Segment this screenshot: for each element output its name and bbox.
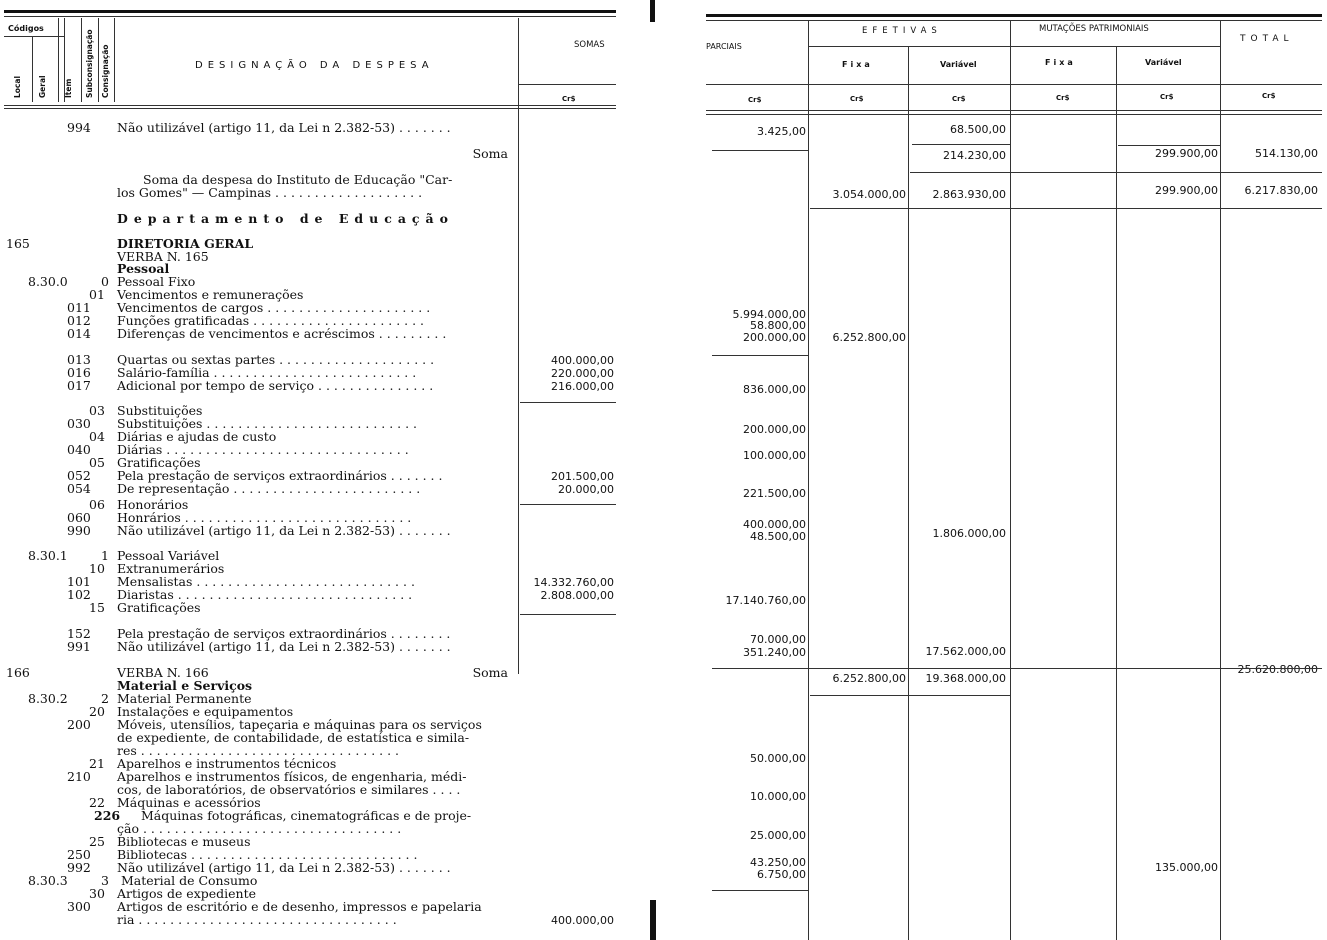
parciais-heading: PARCIAIS: [706, 42, 742, 51]
soma-label: Soma: [472, 665, 508, 680]
expense-designation: Diárias . . . . . . . . . . . . . . . . . . . . . . . . . . . . . . .: [117, 442, 409, 457]
fixa-mutacoes-heading: Fixa: [1045, 58, 1076, 67]
mutacoes-heading: MUTAÇÕES PATRIMONIAIS: [1039, 24, 1149, 34]
expense-designation: Gratificações: [117, 600, 201, 615]
expense-code: 15: [89, 600, 105, 615]
expense-designation: Diárias e ajudas de custo: [117, 429, 277, 444]
expense-code: 990: [67, 523, 91, 538]
right-section-rule: [712, 150, 808, 151]
parciais-value: 58.800,00: [750, 319, 806, 332]
expense-code: 166: [6, 665, 30, 680]
parciais-value: 221.500,00: [743, 487, 806, 500]
expense-designation: Bibliotecas e museus: [117, 834, 251, 849]
parciais-value: 351.240,00: [743, 646, 806, 659]
expense-designation: ria . . . . . . . . . . . . . . . . . . . . . . . . . . . . . . . . .: [117, 912, 397, 927]
expense-code: 101: [67, 574, 91, 589]
efetivas-divider: [908, 46, 909, 940]
right-section-rule: [712, 668, 1322, 669]
expense-designation: Artigos de expediente: [117, 886, 257, 901]
expense-code: 03: [89, 403, 105, 418]
expense-designation: Funções gratificadas . . . . . . . . . . . . . . . . . . . . . .: [117, 313, 425, 328]
expense-code: 200: [67, 717, 91, 732]
somas-value: 20.000,00: [558, 483, 614, 496]
fixa-efetivas-value: 3.054.000,00: [832, 188, 906, 201]
expense-designation: Honrários . . . . . . . . . . . . . . . . . . . . . . . . . . . . .: [117, 510, 412, 525]
fixa-mutacoes-unit: Cr$: [1056, 94, 1070, 102]
expense-designation: Não utilizável (artigo 11, da Lei n 2.382-53) . . . . . . .: [117, 860, 451, 875]
parciais-value: 6.750,00: [757, 868, 806, 881]
expense-designation: Material de Consumo: [121, 873, 258, 888]
expense-designation: res . . . . . . . . . . . . . . . . . . . . . . . . . . . . . . . . .: [117, 743, 400, 758]
expense-designation: Não utilizável (artigo 11, da Lei n 2.382-53) . . . . . . .: [117, 523, 451, 538]
expense-code: 300: [67, 899, 91, 914]
expense-code: 10: [89, 561, 105, 576]
expense-designation: Mensalistas . . . . . . . . . . . . . . . . . . . . . . . . . . . .: [117, 574, 415, 589]
expense-code: 30: [89, 886, 105, 901]
code-col-divider: [81, 18, 82, 102]
expense-code: 01: [89, 287, 105, 302]
somas-value: 216.000,00: [551, 380, 614, 393]
parciais-value: 200.000,00: [743, 331, 806, 344]
codigos-label: Códigos: [8, 24, 44, 33]
expense-code: 991: [67, 639, 91, 654]
expense-code: 011: [67, 300, 91, 315]
expense-subcode: 1: [101, 548, 109, 563]
expense-designation: Gratificações: [117, 455, 201, 470]
total-value: 514.130,00: [1255, 147, 1318, 160]
right-section-rule: [912, 144, 1010, 145]
right-section-rule: [1118, 145, 1220, 146]
right-section-rule: [910, 172, 1322, 173]
expense-designation: Aparelhos e instrumentos técnicos: [117, 756, 337, 771]
expense-designation: Substituições . . . . . . . . . . . . . . . . . . . . . . . . . . .: [117, 416, 418, 431]
expense-code: 012: [67, 313, 91, 328]
expense-code: 014: [67, 326, 91, 341]
expense-code: 054: [67, 481, 91, 496]
expense-code: 21: [89, 756, 105, 771]
expense-code: 05: [89, 455, 105, 470]
expense-code: 22: [89, 795, 105, 810]
expense-designation: Diferenças de vencimentos e acréscimos . . . . . . . . .: [117, 326, 447, 341]
total-heading: TOTAL: [1240, 34, 1294, 44]
variavel-mutacoes-value: 299.900,00: [1155, 147, 1218, 160]
efetivas-heading: EFETIVAS: [862, 26, 942, 36]
col-subconsignacao-label: Subconsignação: [85, 29, 94, 98]
expense-code: 052: [67, 468, 91, 483]
expense-subcode: 0: [101, 274, 109, 289]
expense-code: 25: [89, 834, 105, 849]
expense-code: 20: [89, 704, 105, 719]
expense-code: 017: [67, 378, 91, 393]
parciais-value: 25.000,00: [750, 829, 806, 842]
expense-designation: Substituições: [117, 403, 203, 418]
expense-designation: Móveis, utensílios, tapeçaria e máquinas para os serviços: [117, 717, 482, 732]
somas-value: 201.500,00: [551, 470, 614, 483]
expense-code: 8.30.1: [28, 548, 68, 563]
expense-designation: Departamento de Educação: [117, 211, 454, 226]
fixa-efetivas-heading: Fixa: [842, 60, 873, 69]
parciais-value: 5.994.000,00: [732, 308, 806, 321]
variavel-mutacoes-heading: Variável: [1145, 58, 1182, 67]
variavel-efetivas-heading: Variável: [940, 60, 977, 69]
left-top-rule: [4, 10, 616, 13]
expense-designation: Não utilizável (artigo 11, da Lei n 2.382-53) . . . . . . .: [117, 120, 451, 135]
expense-code: 013: [67, 352, 91, 367]
somas-value: 14.332.760,00: [533, 576, 614, 589]
book-spine: [650, 0, 655, 22]
parciais-value: 17.140.760,00: [725, 594, 806, 607]
expense-code: 04: [89, 429, 105, 444]
right-section-rule: [712, 890, 808, 891]
expense-code: 165: [6, 236, 30, 251]
expense-code: 994: [67, 120, 91, 135]
expense-code: 210: [67, 769, 91, 784]
expense-designation: Soma: [472, 146, 508, 161]
expense-code: 060: [67, 510, 91, 525]
parciais-value: 10.000,00: [750, 790, 806, 803]
expense-designation: Pela prestação de serviços extraordinários . . . . . . .: [117, 468, 443, 483]
expense-code: 992: [67, 860, 91, 875]
parciais-unit: Cr$: [748, 96, 762, 104]
expense-code: 8.30.0: [28, 274, 68, 289]
code-col-divider: [64, 18, 65, 102]
expense-code: 8.30.3: [28, 873, 68, 888]
parciais-value: 400.000,00: [743, 518, 806, 531]
left-header-bottom-rule: [4, 105, 616, 106]
expense-designation: Não utilizável (artigo 11, da Lei n 2.382-53) . . . . . . .: [117, 639, 451, 654]
code-col-divider: [58, 18, 59, 102]
expense-designation: Pessoal: [117, 261, 170, 276]
parciais-value: 50.000,00: [750, 752, 806, 765]
expense-designation: Máquinas e acessórios: [117, 795, 261, 810]
variavel-efetivas-value: 2.863.930,00: [932, 188, 1006, 201]
expense-code: 016: [67, 365, 91, 380]
parciais-divider: [808, 20, 809, 940]
expense-designation: Instalações e equipamentos: [117, 704, 294, 719]
expense-designation: Vencimentos e remunerações: [117, 287, 304, 302]
col-consignacao-label: Consignação: [101, 44, 110, 98]
expense-designation: Adicional por tempo de serviço . . . . . . . . . . . . . . .: [117, 378, 434, 393]
expense-designation: Aparelhos e instrumentos físicos, de engenharia, médi-: [117, 769, 467, 784]
fixa-efetivas-value: 6.252.800,00: [832, 331, 906, 344]
expense-designation: Salário-família . . . . . . . . . . . . . . . . . . . . . . . . . .: [117, 365, 417, 380]
left-header-bottom-rule: [4, 108, 616, 109]
expense-designation: ção . . . . . . . . . . . . . . . . . . . . . . . . . . . . . . . . .: [117, 821, 402, 836]
expense-designation: cos, de laboratórios, de observatórios e similares . . . .: [117, 782, 461, 797]
unit-row-rule: [706, 84, 1322, 85]
col-item-label: Item: [64, 78, 73, 98]
expense-subcode: 2: [101, 691, 109, 706]
expense-designation: Extranumerários: [117, 561, 225, 576]
expense-designation: Material Permanente: [117, 691, 252, 706]
somas-subtotal-rule: [520, 614, 616, 615]
expense-code: 152: [67, 626, 91, 641]
parciais-value: 3.425,00: [757, 125, 806, 138]
left-top-rule-thin: [4, 16, 616, 17]
total-unit: Cr$: [1262, 92, 1276, 100]
expense-designation: los Gomes" — Campinas . . . . . . . . . . . . . . . . . . .: [117, 185, 423, 200]
right-header-bottom-rule: [706, 114, 1322, 115]
code-col-divider: [32, 36, 33, 102]
efetivas-mutacoes-divider: [1010, 20, 1011, 940]
variavel-efetivas-value: 19.368.000,00: [925, 672, 1006, 685]
mutacoes-divider: [1116, 46, 1117, 940]
total-value: 6.217.830,00: [1244, 184, 1318, 197]
parciais-value: 43.250,00: [750, 856, 806, 869]
designacao-heading: DESIGNAÇÃO DA DESPESA: [195, 60, 434, 71]
col-local-label: Local: [13, 75, 22, 98]
right-section-rule: [810, 208, 1322, 209]
expense-designation: De representação . . . . . . . . . . . . . . . . . . . . . . . .: [117, 481, 421, 496]
variavel-efetivas-unit: Cr$: [952, 95, 966, 103]
expense-designation: VERBA N. 166: [117, 665, 209, 680]
parciais-value: 100.000,00: [743, 449, 806, 462]
expense-designation: Vencimentos de cargos . . . . . . . . . . . . . . . . . . . . .: [117, 300, 431, 315]
right-top-rule: [706, 14, 1322, 17]
expense-designation: Material e Serviços: [117, 678, 253, 693]
somas-heading: SOMAS: [574, 40, 605, 50]
somas-subtotal-rule: [520, 402, 616, 403]
expense-code: 102: [67, 587, 91, 602]
somas-value: 400.000,00: [551, 354, 614, 367]
somas-unit-rule: [518, 84, 616, 85]
expense-designation: Soma da despesa do Instituto de Educação "Car-: [143, 172, 453, 187]
variavel-mutacoes-value: 299.900,00: [1155, 184, 1218, 197]
parciais-value: 200.000,00: [743, 423, 806, 436]
expense-code: 226: [94, 808, 121, 823]
right-section-rule: [712, 355, 808, 356]
variavel-mutacoes-value: 135.000,00: [1155, 861, 1218, 874]
codigos-underline: [4, 36, 64, 37]
variavel-efetivas-value: 1.806.000,00: [932, 527, 1006, 540]
total-value: 25.620.800,00: [1237, 663, 1318, 676]
expense-designation: Honorários: [117, 497, 189, 512]
variavel-efetivas-value: 17.562.000,00: [925, 645, 1006, 658]
expense-designation: Pela prestação de serviços extraordinários . . . . . . . .: [117, 626, 451, 641]
somas-subtotal-rule: [520, 504, 616, 505]
right-top-rule-thin: [706, 20, 1322, 21]
expense-designation: Pessoal Fixo: [117, 274, 196, 289]
expense-code: 030: [67, 416, 91, 431]
parciais-value: 48.500,00: [750, 530, 806, 543]
variavel-efetivas-value: 68.500,00: [950, 123, 1006, 136]
expense-designation: de expediente, de contabilidade, de estatística e simila-: [117, 730, 470, 745]
right-section-rule: [810, 695, 1010, 696]
variavel-efetivas-value: 214.230,00: [943, 149, 1006, 162]
somas-value: 2.808.000,00: [540, 589, 614, 602]
expense-designation: Diaristas . . . . . . . . . . . . . . . . . . . . . . . . . . . . . .: [117, 587, 413, 602]
expense-designation: Artigos de escritório e de desenho, impressos e papelaria: [117, 899, 482, 914]
expense-designation: Pessoal Variável: [117, 548, 220, 563]
expense-designation: DIRETORIA GERAL: [117, 236, 254, 251]
somas-unit: Cr$: [562, 95, 576, 103]
fixa-efetivas-unit: Cr$: [850, 95, 864, 103]
book-spine: [650, 900, 656, 940]
expense-subcode: 3: [101, 873, 109, 888]
fixa-efetivas-value: 6.252.800,00: [832, 672, 906, 685]
efetivas-subheader-rule: [808, 46, 1220, 47]
expense-code: 06: [89, 497, 105, 512]
code-col-divider: [98, 18, 99, 102]
somas-value: 220.000,00: [551, 367, 614, 380]
col-geral-label: Geral: [38, 75, 47, 98]
code-col-divider: [114, 18, 115, 102]
expense-designation: VERBA N. 165: [117, 249, 209, 264]
parciais-value: 836.000,00: [743, 383, 806, 396]
expense-code: 040: [67, 442, 91, 457]
parciais-value: 70.000,00: [750, 633, 806, 646]
variavel-mutacoes-unit: Cr$: [1160, 93, 1174, 101]
expense-designation: Quartas ou sextas partes . . . . . . . . . . . . . . . . . . . .: [117, 352, 435, 367]
expense-designation: Máquinas fotográficas, cinematográficas e de proje-: [141, 808, 472, 823]
somas-value: 400.000,00: [551, 914, 614, 927]
right-header-bottom-rule: [706, 110, 1322, 111]
expense-code: 8.30.2: [28, 691, 68, 706]
expense-code: 250: [67, 847, 91, 862]
expense-designation: Bibliotecas . . . . . . . . . . . . . . . . . . . . . . . . . . . . .: [117, 847, 418, 862]
